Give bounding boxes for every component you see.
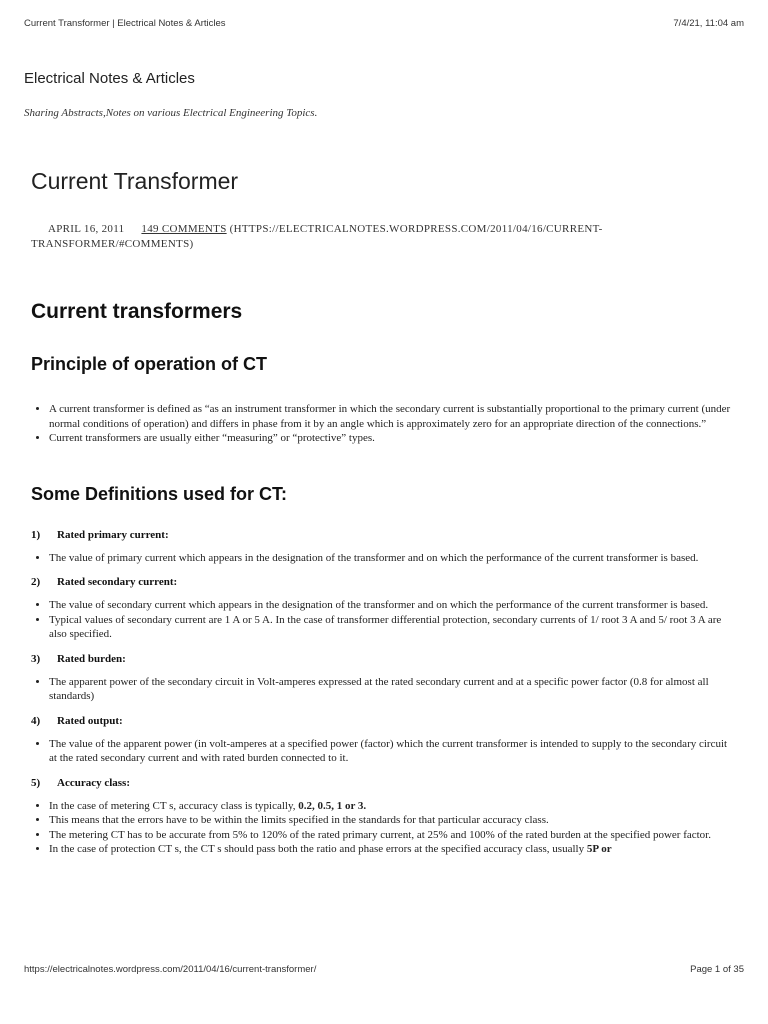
- print-footer: [24, 964, 744, 980]
- site-title[interactable]: Electrical Notes & Articles: [24, 70, 195, 87]
- print-header: [24, 18, 744, 34]
- comments-url-cont: TRANSFORMER/#COMMENTS): [31, 238, 194, 250]
- definition-title: 4) Rated output:: [31, 714, 123, 727]
- post-meta: [31, 222, 736, 252]
- print-url[interactable]: https://electricalnotes.wordpress.com/2011/04/16/current-transformer/: [24, 964, 317, 975]
- site-tagline: Sharing Abstracts,Notes on various Electrical Engineering Topics.: [24, 107, 318, 119]
- comments-url: (HTTPS://ELECTRICALNOTES.WORDPRESS.COM/2011/04/16/CURRENT-: [226, 223, 603, 235]
- definition-list: [31, 598, 736, 642]
- list-item: • In the case of metering CT s, accuracy class is typically, 0.2, 0.5, 1 or 3.: [49, 799, 736, 814]
- list-item: • The metering CT has to be accurate from 5% to 120% of the rated primary current, at 25% and 100% of the rated burden at the specified power factor.: [49, 828, 736, 843]
- list-item: • A current transformer is defined as “as an instrument transformer in which the secondary current is substantially proportional to the primary current (under normal conditions of operation) and differs in phase from it by an angle which is approximately zero for an appropriate direction of the connections.”: [49, 402, 736, 431]
- post-content: [31, 168, 736, 857]
- principle-list: [31, 402, 736, 446]
- definition-title: 1) Rated primary current:: [31, 528, 169, 541]
- definition-title: 2) Rated secondary current:: [31, 576, 178, 588]
- list-item: • The apparent power of the secondary circuit in Volt-amperes expressed at the rated secondary current and at a specific power factor (0.8 for almost all standards): [49, 675, 736, 704]
- comments-link[interactable]: 149 COMMENTS: [141, 223, 227, 235]
- definition-list: [31, 799, 736, 857]
- heading-definitions: Some Definitions used for CT:: [31, 483, 288, 504]
- definition-list: [31, 551, 736, 566]
- print-datetime: 7/4/21, 11:04 am: [673, 18, 744, 29]
- list-item: • This means that the errors have to be within the limits specified in the standards for that particular accuracy class.: [49, 813, 736, 828]
- print-page-number: Page 1 of 35: [690, 964, 744, 975]
- heading-principle: Principle of operation of CT: [31, 354, 268, 374]
- print-page-title: Current Transformer | Electrical Notes & Articles: [24, 18, 226, 29]
- list-item: • The value of primary current which appears in the designation of the transformer and on which the performance of the current transformer is based.: [49, 551, 736, 566]
- definition-title: 5) Accuracy class:: [31, 776, 131, 789]
- definition-list: [31, 675, 736, 704]
- list-item: • Typical values of secondary current are 1 A or 5 A. In the case of transformer differential protection, secondary currents of 1/ root 3 A and 5/ root 3 A are also specified.: [49, 613, 736, 642]
- heading-current-transformers: Current transformers: [31, 300, 243, 323]
- definition-title: 3) Rated burden:: [31, 652, 126, 665]
- list-item: • The value of the apparent power (in volt-amperes at a specified power (factor) which the current transformer is intended to supply to the secondary circuit at the rated secondary current and with rated burden connected to it.: [49, 737, 736, 766]
- post-date: APRIL 16, 2011: [48, 223, 125, 235]
- post-title: Current Transformer: [31, 168, 239, 194]
- list-item: • In the case of protection CT s, the CT s should pass both the ratio and phase errors at the specified accuracy class, usually 5P or: [49, 842, 736, 857]
- list-item: • Current transformers are usually either “measuring” or “protective” types.: [49, 431, 736, 446]
- list-item: • The value of secondary current which appears in the designation of the transformer and on which the performance of the current transformer is based.: [49, 598, 736, 613]
- definition-list: [31, 737, 736, 766]
